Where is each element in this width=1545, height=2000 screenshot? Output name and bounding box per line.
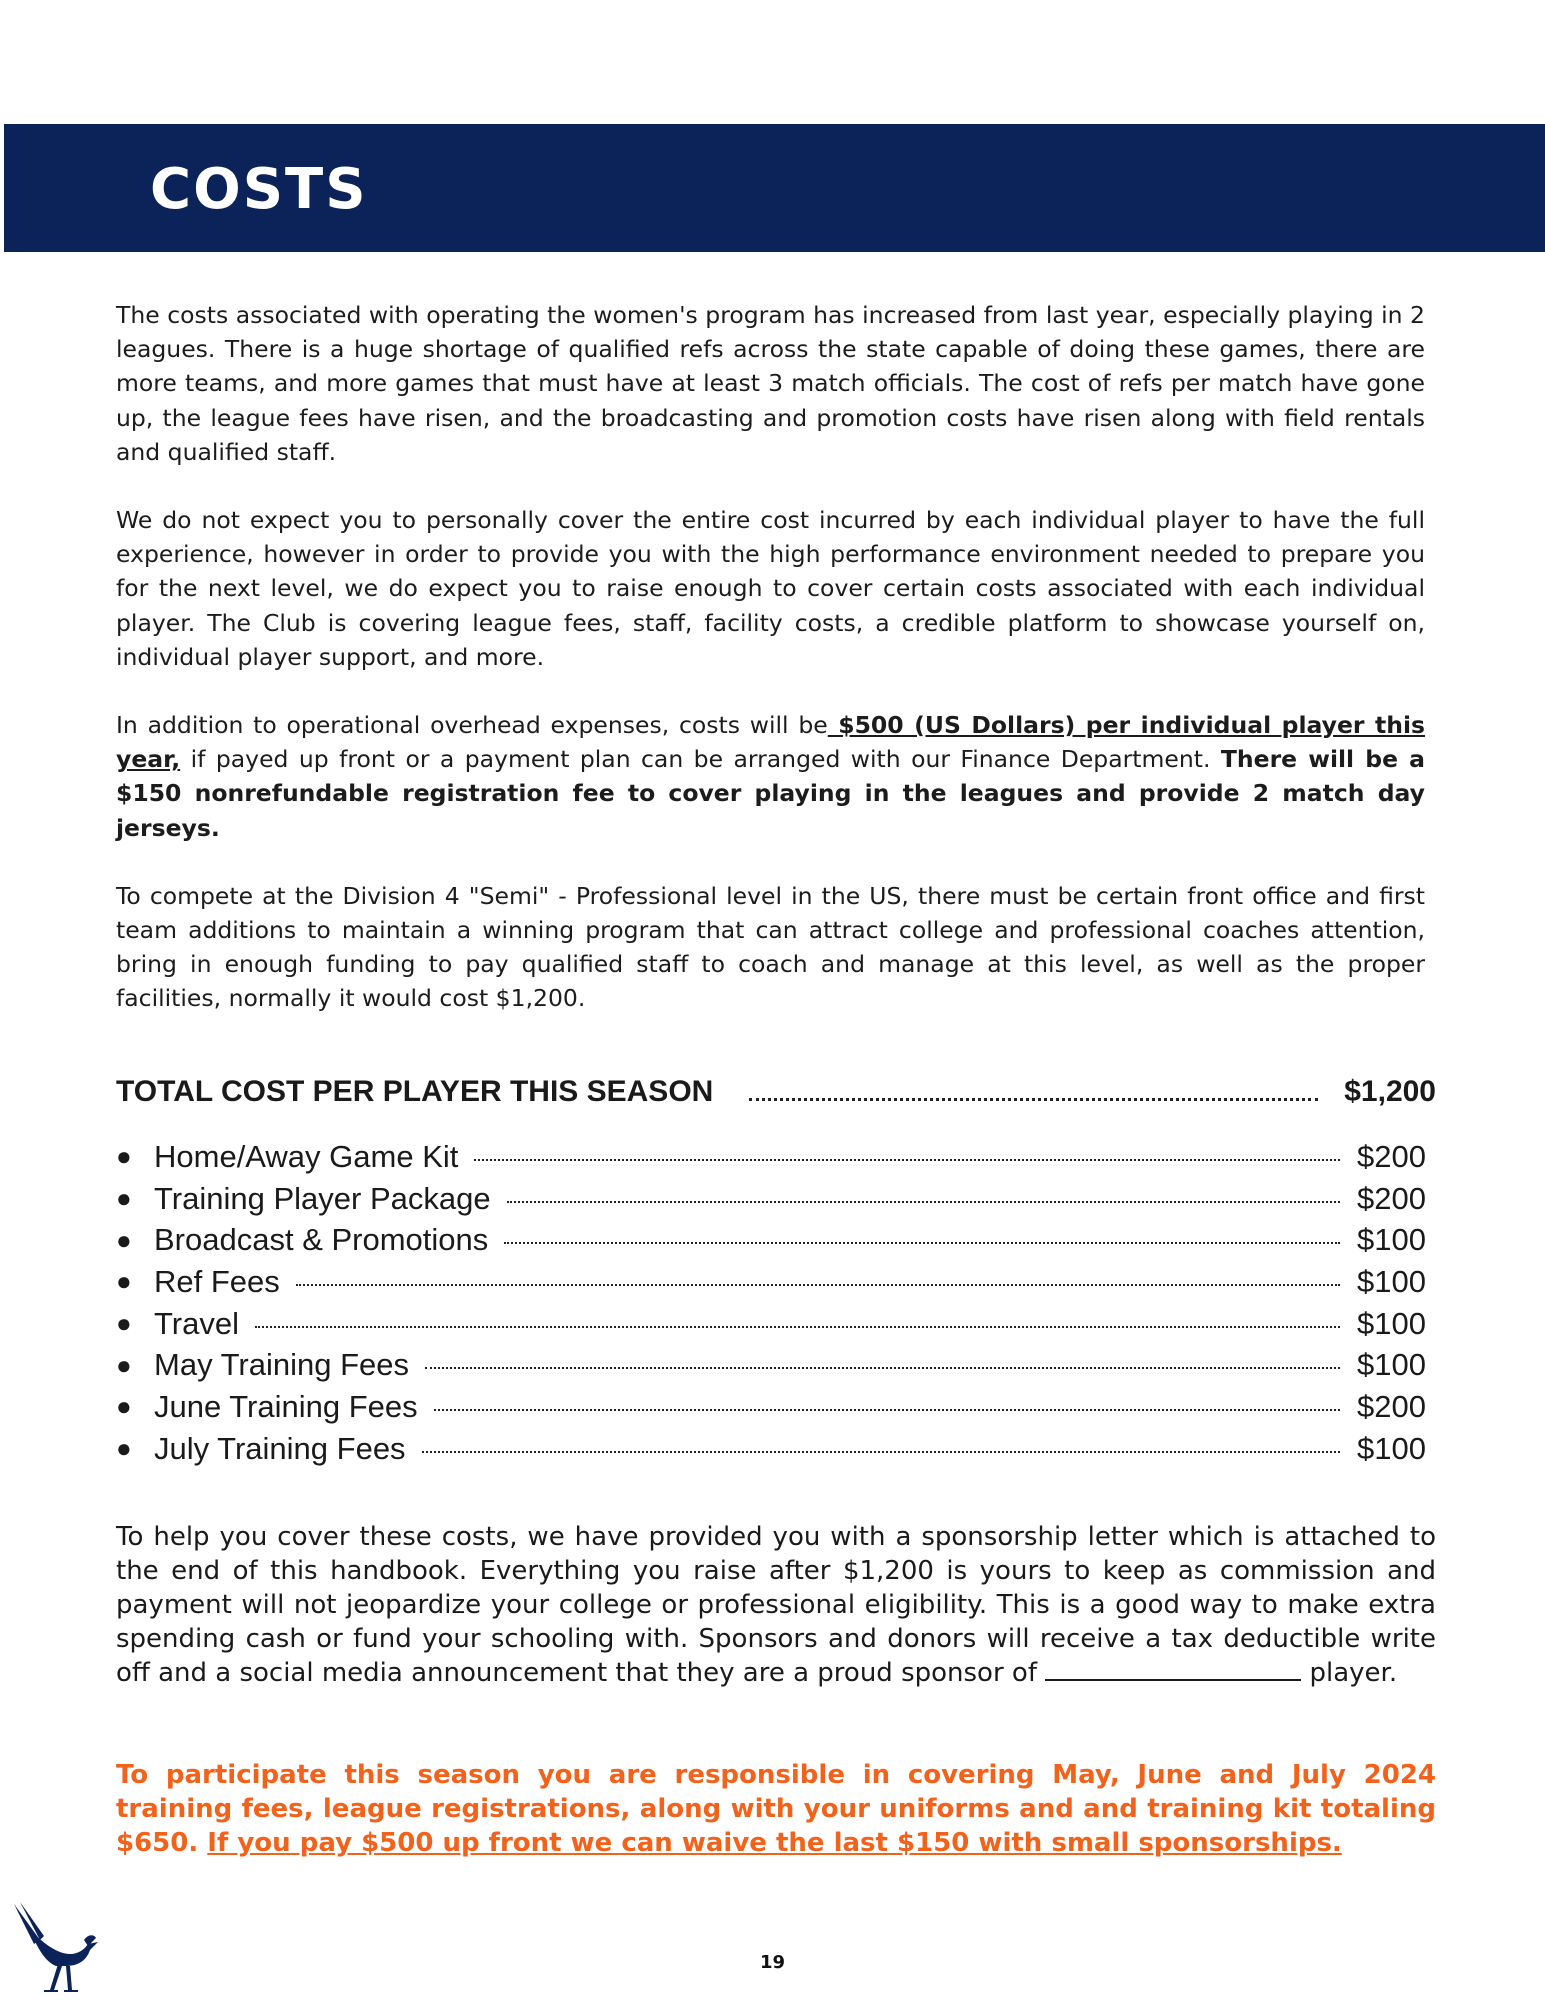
cost-item-amount: $200: [1357, 1138, 1426, 1174]
fee-price: $500 (US Dollars) per individual player this year,: [116, 711, 1425, 774]
paragraph-costs-increase: The costs associated with operating the women's program has increased from last year, especially playing in 2 leagues. There is a huge shortage of qualified refs across the state capable of doing these games, there are more teams, and more games that must have at least 3 match officials. The cost of refs per match have gone up, the league fees have risen, and the broadcasting and promotion costs have risen along with field rentals and qualified staff.: [116, 301, 1425, 466]
cost-item: [116, 1219, 1426, 1261]
page-title: COSTS: [150, 157, 368, 222]
cost-item-amount: $100: [1357, 1263, 1426, 1299]
bullet-icon: ●: [116, 1183, 132, 1214]
cost-item-amount: $100: [1357, 1222, 1426, 1258]
total-cost-label: TOTAL COST PER PLAYER THIS SEASON: [116, 1075, 714, 1108]
cost-item: [116, 1428, 1426, 1470]
bullet-icon: ●: [116, 1266, 132, 1297]
cost-item: [116, 1303, 1426, 1345]
bullet-icon: ●: [116, 1349, 132, 1380]
cost-item: [116, 1344, 1426, 1386]
leader-dots: [255, 1326, 1340, 1328]
leader-dots: [507, 1201, 1340, 1203]
paragraph-division-4: To compete at the Division 4 "Semi" - Professional level in the US, there must be certain front office and first team additions to maintain a winning program that can attract college and professional coaches attention, bring in enough funding to pay qualified staff to coach and manage at this level, as well as the proper facilities, normally it would cost $1,200.: [116, 881, 1425, 1013]
cost-item: [116, 1136, 1426, 1178]
paragraph-player-fee: [116, 708, 1425, 845]
player-name-blank: [1045, 1657, 1301, 1681]
bullet-icon: ●: [116, 1308, 132, 1339]
leader-dots: [474, 1159, 1340, 1161]
cost-breakdown-list: [116, 1136, 1426, 1470]
cost-item-label: July Training Fees: [154, 1430, 406, 1466]
bullet-icon: ●: [116, 1433, 132, 1464]
cost-item-label: Training Player Package: [154, 1180, 491, 1216]
bullet-icon: ●: [116, 1391, 132, 1422]
cost-item-amount: $200: [1357, 1388, 1426, 1424]
leader-dots: [504, 1242, 1340, 1244]
cost-item-label: Travel: [154, 1305, 239, 1341]
leader-dots: [422, 1451, 1340, 1453]
paragraph-expectations: We do not expect you to personally cover the entire cost incurred by each individual player to have the full experience, however in order to provide you with the high performance environment needed to prepare you for the next level, we do expect you to raise enough to cover certain costs associated with each individual player. The Club is covering league fees, staff, facility costs, a credible platform to showcase yourself on, individual player support, and more.: [116, 506, 1425, 671]
body-text: [116, 298, 1425, 1050]
leader-dots: [749, 1098, 1318, 1101]
cost-item-amount: $100: [1357, 1430, 1426, 1466]
leader-dots: [296, 1284, 1340, 1286]
bullet-icon: ●: [116, 1141, 132, 1172]
bullet-icon: ●: [116, 1224, 132, 1255]
fee-intro: In addition to operational overhead expenses, costs will be: [116, 711, 828, 740]
sponsorship-suffix: player.: [1301, 1658, 1398, 1688]
registration-fee-note: There will be a $150 nonrefundable registration fee to cover playing in the leagues and provide 2 match day jerseys.: [116, 745, 1426, 842]
leader-dots: [434, 1409, 1340, 1411]
page-number: 19: [759, 1952, 786, 1973]
cost-item-label: Home/Away Game Kit: [154, 1138, 459, 1174]
sponsorship-text: To help you cover these costs, we have provided you with a sponsorship letter which is attached to the end of this handbook. Everything you raise after $1,200 is yours to keep as commission and payment will not jeopardize your college or professional eligibility. This is a good way to make extra spending cash or fund your schooling with. Sponsors and donors will receive a tax deductible write off and a social media announcement that they are a proud sponsor of: [116, 1522, 1436, 1688]
cost-item-amount: $100: [1357, 1305, 1426, 1341]
leader-dots: [425, 1367, 1340, 1369]
roadrunner-logo-icon: [10, 1900, 100, 1992]
total-cost-row: [116, 1070, 1436, 1114]
participation-warning: [116, 1758, 1436, 1860]
sponsorship-paragraph: [116, 1520, 1436, 1690]
cost-item-amount: $100: [1357, 1347, 1426, 1383]
cost-item-label: Ref Fees: [154, 1263, 280, 1299]
warning-text: To participate this season you are responsible in covering May, June and July 2024 training fees, league registrations, along with your uniforms and and training kit totaling $650.: [116, 1760, 1436, 1858]
cost-item-label: Broadcast & Promotions: [154, 1222, 489, 1258]
waiver-offer: If you pay $500 up front we can waive the last $150 with small sponsorships.: [207, 1828, 1342, 1858]
cost-item-label: May Training Fees: [154, 1347, 409, 1383]
total-cost-amount: $1,200: [1344, 1075, 1436, 1108]
cost-item: [116, 1178, 1426, 1220]
fee-payment-plan: if payed up front or a payment plan can be arranged with our Finance Department.: [180, 745, 1221, 774]
cost-item: [116, 1386, 1426, 1428]
cost-item: [116, 1261, 1426, 1303]
cost-item-label: June Training Fees: [154, 1388, 418, 1424]
cost-item-amount: $200: [1357, 1180, 1426, 1216]
